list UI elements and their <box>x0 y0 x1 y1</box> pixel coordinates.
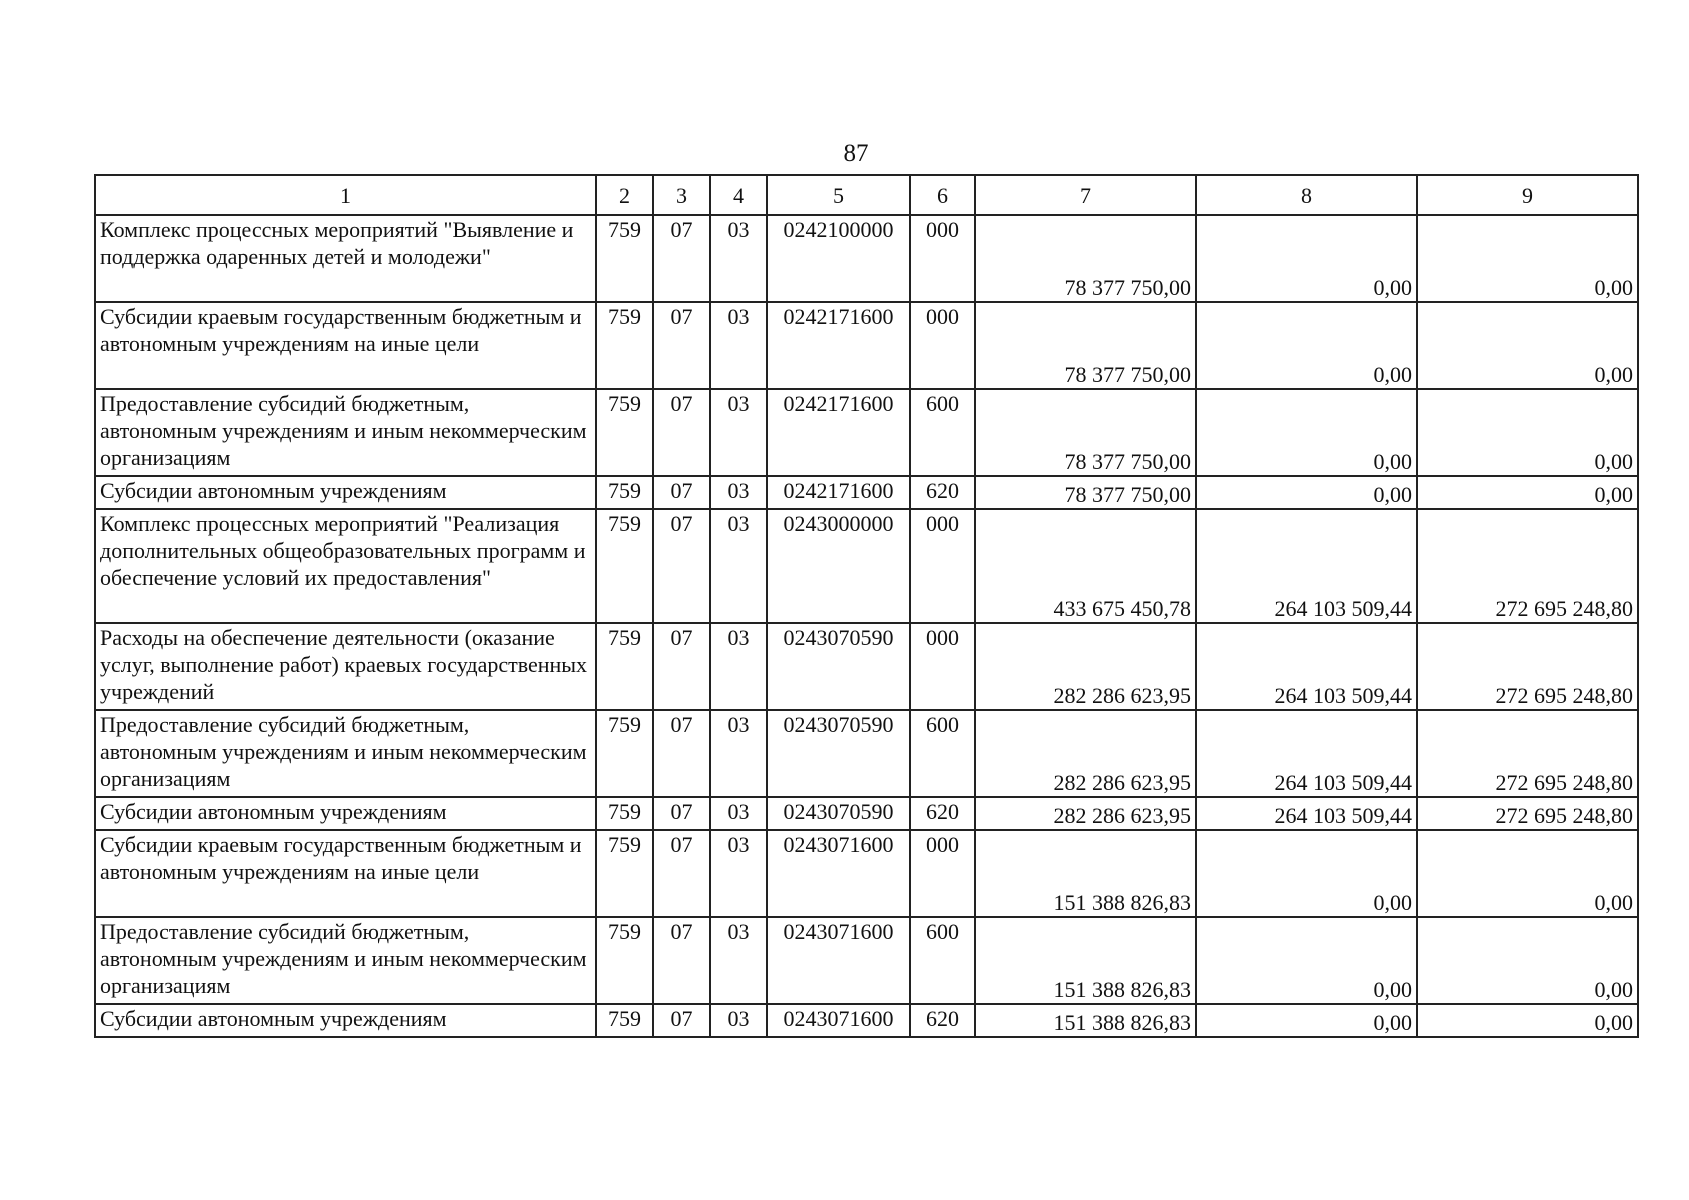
row-code-expense-type: 620 <box>910 797 975 830</box>
row-name: Субсидии автономным учреждениям <box>95 797 596 830</box>
row-amount-col7: 78 377 750,00 <box>975 389 1196 476</box>
row-code-expense-type: 000 <box>910 830 975 917</box>
row-code-target: 0242171600 <box>767 476 910 509</box>
row-code-target: 0243070590 <box>767 623 910 710</box>
row-code-expense-type: 600 <box>910 917 975 1004</box>
row-code-expense-type: 620 <box>910 476 975 509</box>
row-name: Предоставление субсидий бюджетным, автономным учреждениям и иным некоммерческим организациям <box>95 710 596 797</box>
column-header: 4 <box>710 175 767 215</box>
row-amount-col7: 151 388 826,83 <box>975 1004 1196 1037</box>
table-row <box>95 476 1638 509</box>
row-name: Субсидии автономным учреждениям <box>95 1004 596 1037</box>
table-row <box>95 302 1638 389</box>
row-code-expense-type: 600 <box>910 710 975 797</box>
row-code-expense-type: 000 <box>910 302 975 389</box>
table-row <box>95 797 1638 830</box>
row-amount-col8: 264 103 509,44 <box>1196 710 1417 797</box>
row-code-section: 07 <box>653 215 710 302</box>
row-amount-col8: 264 103 509,44 <box>1196 509 1417 623</box>
row-code-expense-type: 000 <box>910 215 975 302</box>
row-amount-col9: 0,00 <box>1417 215 1638 302</box>
row-amount-col7: 78 377 750,00 <box>975 302 1196 389</box>
row-code-section: 07 <box>653 509 710 623</box>
column-header: 8 <box>1196 175 1417 215</box>
row-amount-col7: 433 675 450,78 <box>975 509 1196 623</box>
row-name: Субсидии краевым государственным бюджетным и автономным учреждениям на иные цели <box>95 830 596 917</box>
row-amount-col7: 78 377 750,00 <box>975 215 1196 302</box>
row-amount-col7: 282 286 623,95 <box>975 710 1196 797</box>
row-name: Предоставление субсидий бюджетным, автономным учреждениям и иным некоммерческим организациям <box>95 917 596 1004</box>
row-code-section: 07 <box>653 797 710 830</box>
row-amount-col7: 78 377 750,00 <box>975 476 1196 509</box>
row-code-section: 07 <box>653 1004 710 1037</box>
row-code-admin: 759 <box>596 623 653 710</box>
row-code-expense-type: 600 <box>910 389 975 476</box>
column-header: 6 <box>910 175 975 215</box>
row-code-subsection: 03 <box>710 302 767 389</box>
row-amount-col7: 151 388 826,83 <box>975 830 1196 917</box>
row-amount-col8: 0,00 <box>1196 1004 1417 1037</box>
row-amount-col8: 264 103 509,44 <box>1196 623 1417 710</box>
row-code-subsection: 03 <box>710 797 767 830</box>
row-code-subsection: 03 <box>710 1004 767 1037</box>
table-row <box>95 623 1638 710</box>
row-code-target: 0243071600 <box>767 1004 910 1037</box>
row-code-target: 0243071600 <box>767 917 910 1004</box>
column-header: 5 <box>767 175 910 215</box>
budget-table <box>94 174 1639 1038</box>
table-row <box>95 917 1638 1004</box>
row-code-subsection: 03 <box>710 389 767 476</box>
row-amount-col7: 282 286 623,95 <box>975 797 1196 830</box>
row-code-section: 07 <box>653 476 710 509</box>
row-name: Расходы на обеспечение деятельности (оказание услуг, выполнение работ) краевых государственных учреждений <box>95 623 596 710</box>
row-amount-col8: 0,00 <box>1196 215 1417 302</box>
table-row <box>95 389 1638 476</box>
table-header-row <box>95 175 1638 215</box>
column-header: 3 <box>653 175 710 215</box>
row-amount-col9: 272 695 248,80 <box>1417 710 1638 797</box>
row-code-admin: 759 <box>596 830 653 917</box>
row-amount-col8: 0,00 <box>1196 389 1417 476</box>
row-code-expense-type: 000 <box>910 509 975 623</box>
row-code-section: 07 <box>653 302 710 389</box>
row-name: Комплекс процессных мероприятий "Реализация дополнительных общеобразовательных программ и обеспечение условий их предоставления" <box>95 509 596 623</box>
row-amount-col8: 0,00 <box>1196 917 1417 1004</box>
row-amount-col7: 151 388 826,83 <box>975 917 1196 1004</box>
row-name: Предоставление субсидий бюджетным, автономным учреждениям и иным некоммерческим организациям <box>95 389 596 476</box>
row-name: Субсидии краевым государственным бюджетным и автономным учреждениям на иные цели <box>95 302 596 389</box>
row-code-admin: 759 <box>596 797 653 830</box>
row-code-admin: 759 <box>596 389 653 476</box>
row-amount-col8: 0,00 <box>1196 830 1417 917</box>
row-code-subsection: 03 <box>710 830 767 917</box>
row-code-target: 0242171600 <box>767 302 910 389</box>
row-amount-col8: 264 103 509,44 <box>1196 797 1417 830</box>
row-amount-col9: 0,00 <box>1417 917 1638 1004</box>
row-code-subsection: 03 <box>710 509 767 623</box>
row-code-section: 07 <box>653 830 710 917</box>
row-amount-col9: 0,00 <box>1417 389 1638 476</box>
row-code-admin: 759 <box>596 302 653 389</box>
row-amount-col9: 0,00 <box>1417 830 1638 917</box>
row-code-section: 07 <box>653 710 710 797</box>
row-code-subsection: 03 <box>710 710 767 797</box>
row-code-target: 0243071600 <box>767 830 910 917</box>
row-name: Субсидии автономным учреждениям <box>95 476 596 509</box>
row-code-section: 07 <box>653 623 710 710</box>
row-code-admin: 759 <box>596 509 653 623</box>
page-number: 87 <box>843 140 869 167</box>
table-row <box>95 509 1638 623</box>
row-code-subsection: 03 <box>710 917 767 1004</box>
row-code-subsection: 03 <box>710 476 767 509</box>
column-header: 9 <box>1417 175 1638 215</box>
row-code-admin: 759 <box>596 917 653 1004</box>
table-row <box>95 830 1638 917</box>
row-code-section: 07 <box>653 917 710 1004</box>
table-row <box>95 710 1638 797</box>
row-amount-col9: 0,00 <box>1417 1004 1638 1037</box>
table-row <box>95 215 1638 302</box>
row-amount-col9: 0,00 <box>1417 302 1638 389</box>
row-code-target: 0243070590 <box>767 797 910 830</box>
row-amount-col7: 282 286 623,95 <box>975 623 1196 710</box>
column-header: 2 <box>596 175 653 215</box>
row-code-target: 0242100000 <box>767 215 910 302</box>
row-code-section: 07 <box>653 389 710 476</box>
row-amount-col8: 0,00 <box>1196 476 1417 509</box>
row-code-subsection: 03 <box>710 623 767 710</box>
row-code-expense-type: 620 <box>910 1004 975 1037</box>
row-code-subsection: 03 <box>710 215 767 302</box>
row-amount-col9: 0,00 <box>1417 476 1638 509</box>
table-row <box>95 1004 1638 1037</box>
row-amount-col9: 272 695 248,80 <box>1417 623 1638 710</box>
row-amount-col8: 0,00 <box>1196 302 1417 389</box>
row-code-admin: 759 <box>596 215 653 302</box>
row-amount-col9: 272 695 248,80 <box>1417 509 1638 623</box>
column-header: 7 <box>975 175 1196 215</box>
row-code-admin: 759 <box>596 710 653 797</box>
row-code-expense-type: 000 <box>910 623 975 710</box>
row-code-admin: 759 <box>596 476 653 509</box>
row-amount-col9: 272 695 248,80 <box>1417 797 1638 830</box>
column-header: 1 <box>95 175 596 215</box>
row-code-admin: 759 <box>596 1004 653 1037</box>
row-code-target: 0243070590 <box>767 710 910 797</box>
row-code-target: 0243000000 <box>767 509 910 623</box>
row-name: Комплекс процессных мероприятий "Выявление и поддержка одаренных детей и молодежи" <box>95 215 596 302</box>
row-code-target: 0242171600 <box>767 389 910 476</box>
